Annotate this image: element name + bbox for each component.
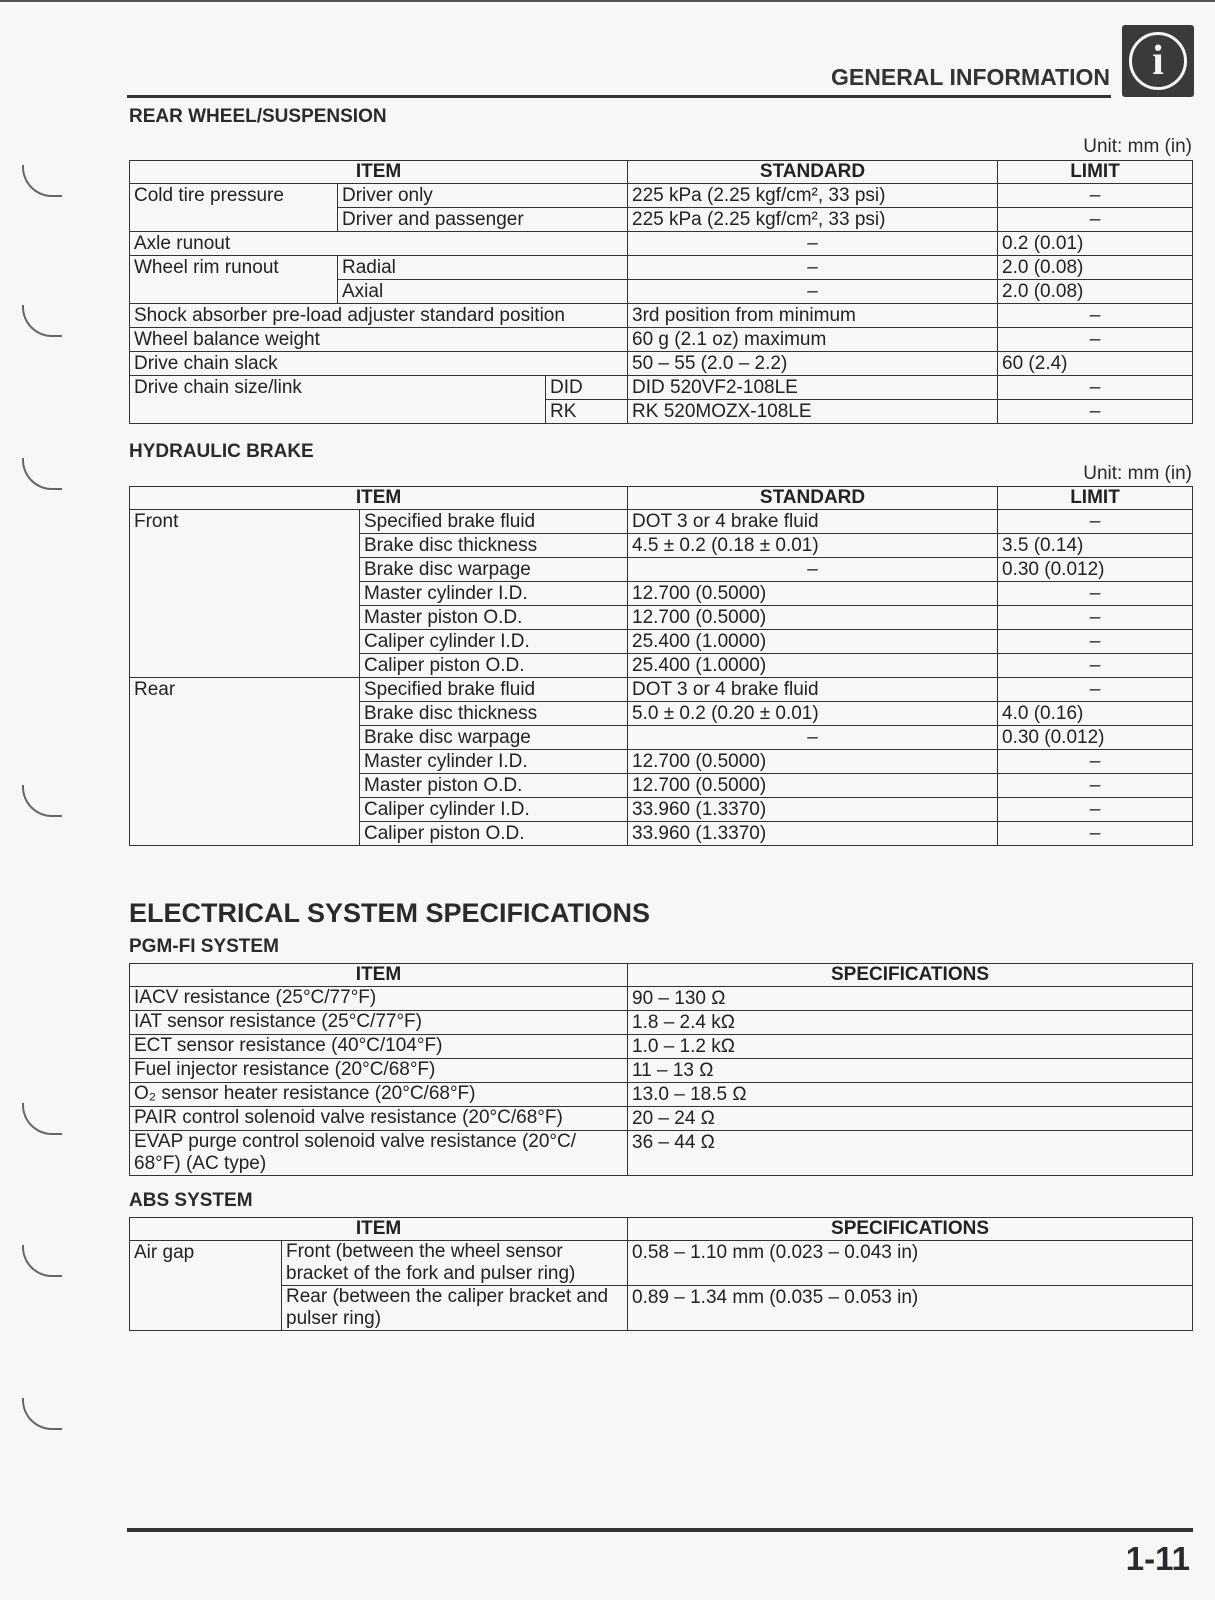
limit-cell: –: [998, 606, 1193, 630]
table-row: [130, 987, 1193, 1011]
pgm-fi-section-title: PGM-FI SYSTEM: [129, 936, 279, 957]
table-row: [130, 376, 1193, 400]
standard-cell: 25.400 (1.0000): [628, 630, 998, 654]
specification-cell: 90 – 130 Ω: [628, 987, 1193, 1011]
limit-cell: 2.0 (0.08): [998, 256, 1193, 280]
hydraulic-brake-section-title: HYDRAULIC BRAKE: [129, 441, 314, 462]
table-row: [130, 1241, 1193, 1286]
limit-cell: –: [998, 376, 1193, 400]
col-header-limit: LIMIT: [998, 161, 1193, 184]
specification-cell: 1.0 – 1.2 kΩ: [628, 1035, 1193, 1059]
row-label: Shock absorber pre-load adjuster standard position: [130, 304, 628, 328]
row-sublabel: Front (between the wheel sensor bracket of the fork and pulser ring): [282, 1241, 628, 1286]
rear-wheel-table: [129, 160, 1193, 424]
standard-cell: DOT 3 or 4 brake fluid: [628, 510, 998, 534]
standard-cell: 12.700 (0.5000): [628, 606, 998, 630]
top-rule: [0, 0, 1215, 2]
table-row: [130, 1011, 1193, 1035]
row-label: Air gap: [130, 1241, 282, 1331]
table-row: [130, 232, 1193, 256]
limit-cell: –: [998, 630, 1193, 654]
col-header-specifications: SPECIFICATIONS: [628, 964, 1193, 987]
limit-cell: –: [998, 208, 1193, 232]
limit-cell: 0.2 (0.01): [998, 232, 1193, 256]
row-sublabel: Axial: [338, 280, 628, 304]
table-row: [130, 1131, 1193, 1176]
limit-cell: 4.0 (0.16): [998, 702, 1193, 726]
row-sublabel: Brake disc thickness: [360, 534, 628, 558]
standard-cell: –: [628, 558, 998, 582]
row-label: IAT sensor resistance (25°C/77°F): [130, 1011, 628, 1035]
row-sublabel: Master cylinder I.D.: [360, 582, 628, 606]
standard-cell: 25.400 (1.0000): [628, 654, 998, 678]
limit-cell: –: [998, 184, 1193, 208]
row-sublabel: Master cylinder I.D.: [360, 750, 628, 774]
row-label: Axle runout: [130, 232, 628, 256]
section-header-title: GENERAL INFORMATION: [831, 64, 1110, 90]
row-label: Rear: [130, 678, 360, 846]
table-row: [130, 304, 1193, 328]
limit-cell: –: [998, 400, 1193, 424]
standard-cell: RK 520MOZX-108LE: [628, 400, 998, 424]
specification-cell: 11 – 13 Ω: [628, 1059, 1193, 1083]
standard-cell: 12.700 (0.5000): [628, 750, 998, 774]
binder-hole-mark: [22, 458, 62, 490]
col-header-item: ITEM: [130, 487, 628, 510]
row-label: Wheel rim runout: [130, 256, 338, 304]
limit-cell: –: [998, 678, 1193, 702]
standard-cell: 225 kPa (2.25 kgf/cm², 33 psi): [628, 184, 998, 208]
standard-cell: 5.0 ± 0.2 (0.20 ± 0.01): [628, 702, 998, 726]
row-sublabel: Caliper piston O.D.: [360, 654, 628, 678]
row-sublabel: Specified brake fluid: [360, 678, 628, 702]
binder-hole-mark: [22, 1103, 62, 1135]
row-sublabel: Caliper cylinder I.D.: [360, 798, 628, 822]
row-label: PAIR control solenoid valve resistance (20°C/68°F): [130, 1107, 628, 1131]
table-row: [130, 510, 1193, 534]
specification-cell: 1.8 – 2.4 kΩ: [628, 1011, 1193, 1035]
limit-cell: 0.30 (0.012): [998, 558, 1193, 582]
page-number: 1-11: [1125, 1540, 1190, 1577]
row-label: IACV resistance (25°C/77°F): [130, 987, 628, 1011]
row-sublabel: Master piston O.D.: [360, 606, 628, 630]
standard-cell: 4.5 ± 0.2 (0.18 ± 0.01): [628, 534, 998, 558]
standard-cell: 12.700 (0.5000): [628, 774, 998, 798]
table-row: [130, 1059, 1193, 1083]
limit-cell: –: [998, 798, 1193, 822]
row-sublabel: Brake disc thickness: [360, 702, 628, 726]
standard-cell: 50 – 55 (2.0 – 2.2): [628, 352, 998, 376]
binder-hole-mark: [22, 1245, 62, 1277]
row-sublabel: Brake disc warpage: [360, 558, 628, 582]
row-sublabel: Caliper piston O.D.: [360, 822, 628, 846]
rear-wheel-unit: Unit: mm (in): [1083, 136, 1192, 157]
limit-cell: 3.5 (0.14): [998, 534, 1193, 558]
standard-cell: DID 520VF2-108LE: [628, 376, 998, 400]
pgm-fi-table: [129, 963, 1193, 1176]
limit-cell: –: [998, 328, 1193, 352]
standard-cell: –: [628, 726, 998, 750]
table-row: [130, 1083, 1193, 1107]
standard-cell: –: [628, 232, 998, 256]
table-row: [130, 352, 1193, 376]
row-sublabel: Caliper cylinder I.D.: [360, 630, 628, 654]
table-header-row: [130, 1218, 1193, 1241]
col-header-standard: STANDARD: [628, 487, 998, 510]
abs-table: [129, 1217, 1193, 1331]
col-header-item: ITEM: [130, 1218, 628, 1241]
table-row: [130, 678, 1193, 702]
table-row: [130, 256, 1193, 280]
pgm-rows: [130, 987, 1193, 1176]
col-header-item: ITEM: [130, 161, 628, 184]
table-row: [130, 328, 1193, 352]
row-label: Drive chain slack: [130, 352, 628, 376]
rear-wheel-section-title: REAR WHEEL/SUSPENSION: [129, 106, 387, 127]
standard-cell: DOT 3 or 4 brake fluid: [628, 678, 998, 702]
standard-cell: –: [628, 256, 998, 280]
limit-cell: –: [998, 822, 1193, 846]
abs-section-title: ABS SYSTEM: [129, 1190, 253, 1211]
row-label: Fuel injector resistance (20°C/68°F): [130, 1059, 628, 1083]
limit-cell: –: [998, 750, 1193, 774]
table-row: [130, 1035, 1193, 1059]
col-header-specifications: SPECIFICATIONS: [628, 1218, 1193, 1241]
row-label: O₂ sensor heater resistance (20°C/68°F): [130, 1083, 628, 1107]
limit-cell: 2.0 (0.08): [998, 280, 1193, 304]
limit-cell: –: [998, 582, 1193, 606]
row-sublabel: Driver only: [338, 184, 628, 208]
table-header-row: [130, 964, 1193, 987]
binder-hole-mark: [22, 305, 62, 337]
row-label: ECT sensor resistance (40°C/104°F): [130, 1035, 628, 1059]
row-sublabel: Radial: [338, 256, 628, 280]
table-header-row: [130, 161, 1193, 184]
hydraulic-brake-unit: Unit: mm (in): [1083, 463, 1192, 484]
table-row: [130, 1286, 1193, 1331]
limit-cell: –: [998, 654, 1193, 678]
row-sublabel: Rear (between the caliper bracket and pulser ring): [282, 1286, 628, 1331]
standard-cell: 225 kPa (2.25 kgf/cm², 33 psi): [628, 208, 998, 232]
specification-cell: 36 – 44 Ω: [628, 1131, 1193, 1176]
row-label: EVAP purge control solenoid valve resistance (20°C/ 68°F) (AC type): [130, 1131, 628, 1176]
col-header-standard: STANDARD: [628, 161, 998, 184]
binder-hole-mark: [22, 1398, 62, 1430]
limit-cell: 60 (2.4): [998, 352, 1193, 376]
table-row: [130, 1107, 1193, 1131]
info-icon: [1122, 25, 1194, 97]
row-sublabel: Driver and passenger: [338, 208, 628, 232]
info-icon-glyph: i: [1129, 32, 1187, 90]
limit-cell: –: [998, 774, 1193, 798]
binder-hole-mark: [22, 785, 62, 817]
binder-hole-mark: [22, 165, 62, 197]
header-rule: [127, 95, 1111, 98]
row-sublabel: RK: [546, 400, 628, 424]
row-label: Drive chain size/link: [130, 376, 546, 424]
standard-cell: 33.960 (1.3370): [628, 798, 998, 822]
standard-cell: 3rd position from minimum: [628, 304, 998, 328]
col-header-limit: LIMIT: [998, 487, 1193, 510]
row-sublabel: Master piston O.D.: [360, 774, 628, 798]
table-header-row: [130, 487, 1193, 510]
standard-cell: –: [628, 280, 998, 304]
row-label: Wheel balance weight: [130, 328, 628, 352]
electrical-specifications-title: ELECTRICAL SYSTEM SPECIFICATIONS: [129, 898, 651, 928]
hydraulic-brake-table: [129, 486, 1193, 846]
footer-rule: [127, 1528, 1193, 1532]
specification-cell: 0.89 – 1.34 mm (0.035 – 0.053 in): [628, 1286, 1193, 1331]
row-label: Front: [130, 510, 360, 678]
table-row: [130, 184, 1193, 208]
row-sublabel: DID: [546, 376, 628, 400]
specification-cell: 0.58 – 1.10 mm (0.023 – 0.043 in): [628, 1241, 1193, 1286]
limit-cell: –: [998, 304, 1193, 328]
row-sublabel: Specified brake fluid: [360, 510, 628, 534]
standard-cell: 60 g (2.1 oz) maximum: [628, 328, 998, 352]
limit-cell: 0.30 (0.012): [998, 726, 1193, 750]
specification-cell: 13.0 – 18.5 Ω: [628, 1083, 1193, 1107]
col-header-item: ITEM: [130, 964, 628, 987]
standard-cell: 33.960 (1.3370): [628, 822, 998, 846]
row-sublabel: Brake disc warpage: [360, 726, 628, 750]
specification-cell: 20 – 24 Ω: [628, 1107, 1193, 1131]
limit-cell: –: [998, 510, 1193, 534]
row-label: Cold tire pressure: [130, 184, 338, 232]
standard-cell: 12.700 (0.5000): [628, 582, 998, 606]
brake-rows: [130, 510, 1193, 846]
